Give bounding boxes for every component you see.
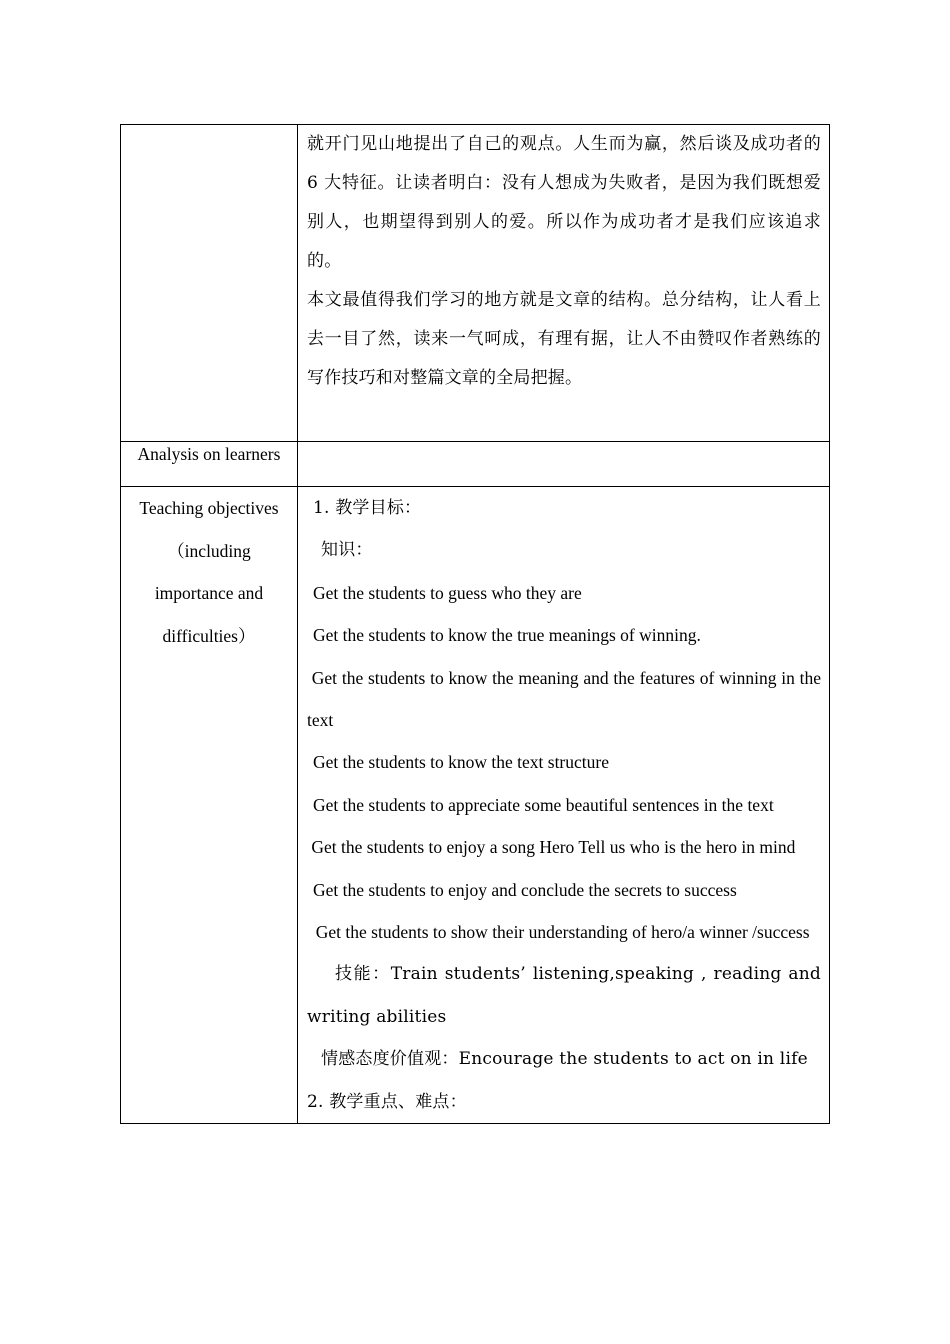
structure-analysis-cell (298, 125, 830, 442)
learners-row (121, 442, 830, 487)
knowledge-item: Get the students to appreciate some beautiful sentences in the text (313, 794, 774, 815)
objectives-label-line: difficulties） (162, 625, 256, 646)
objectives-row (121, 487, 830, 1124)
knowledge-item (307, 826, 821, 868)
knowledge-item: Get the students to know the true meanings of winning. (313, 625, 701, 646)
objectives-label-line: Teaching objectives (139, 498, 279, 518)
learners-label: Analysis on learners (121, 442, 298, 487)
knowledge-item-text: Get the students to enjoy a song Hero Tell us who is the hero in mind (311, 837, 796, 858)
knowledge-item: Get the students to know the text structure (313, 752, 609, 773)
structure-analysis-row (121, 125, 830, 442)
intro-paragraph-1: 就开门见山地提出了自己的观点。人生而为赢，然后谈及成功者的 6 大特征。让读者明白：没有人想成为失败者，是因为我们既想爱别人，也期望得到别人的爱。所以作为成功者才是我们应该追求的。 (307, 134, 821, 271)
objectives-label-line: （including (167, 540, 251, 561)
knowledge-item-text: Get the students to know the meaning and the features of winning in the text (307, 667, 821, 731)
objectives-heading-1: 1. 教学目标： (313, 498, 422, 518)
objectives-content-cell (298, 487, 830, 1124)
learners-content (298, 442, 830, 487)
intro-paragraph-2: 本文最值得我们学习的地方就是文章的结构。总分结构，让人看上去一目了然，读来一气呵成，有理有据，让人不由赞叹作者熟练的写作技巧和对整篇文章的全局把握。 (307, 290, 821, 388)
knowledge-item (307, 657, 821, 742)
knowledge-label: 知识： (321, 540, 373, 561)
knowledge-item: Get the students to enjoy and conclude the secrets to success (313, 879, 737, 900)
knowledge-item-text: Get the students to show their understanding of hero/a winner /success (315, 922, 810, 943)
skills-line (307, 953, 821, 1038)
empty-label-cell (121, 125, 298, 442)
attitude-line: 情感态度价值观：Encourage the students to act on in life (321, 1049, 808, 1070)
objectives-heading-2: 2. 教学重点、难点： (307, 1091, 467, 1112)
skills-text: 技能：Train students’ listening,speaking , reading and writing abilities (307, 964, 821, 1027)
objectives-label-cell (121, 487, 298, 1124)
knowledge-item: Get the students to guess who they are (313, 582, 582, 603)
objectives-label-line: importance and (154, 583, 264, 603)
knowledge-item (307, 911, 821, 953)
lesson-plan-table (120, 124, 830, 1124)
